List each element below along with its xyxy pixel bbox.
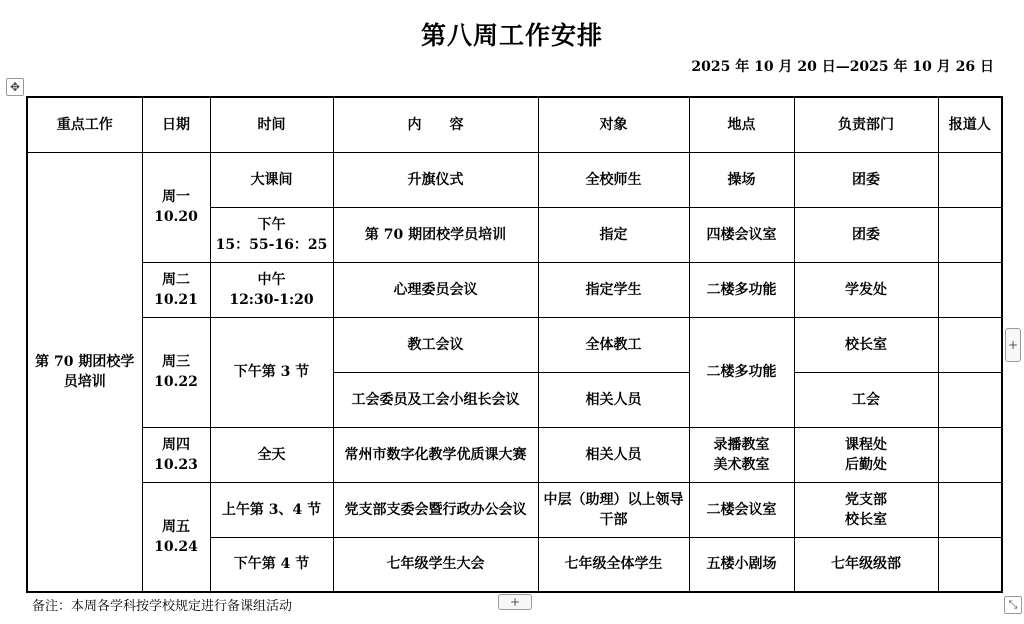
footnote: 备注：本周各学科按学校规定进行备课组活动 [32, 599, 293, 614]
target-cell[interactable]: 指定学生 [538, 262, 689, 317]
location-cell[interactable]: 二楼多功能 [689, 262, 794, 317]
target-cell[interactable]: 相关人员 [538, 372, 689, 427]
target-cell[interactable]: 相关人员 [538, 427, 689, 482]
reporter-cell[interactable] [938, 152, 1002, 207]
department-cell[interactable]: 七年级级部 [794, 537, 938, 592]
location-cell[interactable]: 二楼多功能 [689, 317, 794, 427]
location-cell[interactable]: 二楼会议室 [689, 482, 794, 537]
reporter-cell[interactable] [938, 317, 1002, 372]
header-content[interactable]: 内 容 [333, 97, 538, 152]
location-cell[interactable]: 五楼小剧场 [689, 537, 794, 592]
content-cell[interactable]: 常州市数字化教学优质课大赛 [333, 427, 538, 482]
time-cell[interactable]: 下午第 4 节 [210, 537, 333, 592]
target-cell[interactable]: 中层（助理）以上领导干部 [538, 482, 689, 537]
content-cell[interactable]: 第 70 期团校学员培训 [333, 207, 538, 262]
schedule-table [26, 96, 1003, 593]
header-department[interactable]: 负责部门 [794, 97, 938, 152]
day-cell-tue[interactable]: 周二 10.21 [142, 262, 210, 317]
header-time[interactable]: 时间 [210, 97, 333, 152]
day-cell-thu[interactable]: 周四 10.23 [142, 427, 210, 482]
target-cell[interactable]: 全校师生 [538, 152, 689, 207]
location-cell[interactable]: 四楼会议室 [689, 207, 794, 262]
department-cell[interactable]: 工会 [794, 372, 938, 427]
reporter-cell[interactable] [938, 262, 1002, 317]
add-row-button[interactable]: + [498, 594, 532, 610]
reporter-cell[interactable] [938, 482, 1002, 537]
focus-work-cell[interactable]: 第 70 期团校学员培训 [27, 152, 142, 592]
content-cell[interactable]: 升旗仪式 [333, 152, 538, 207]
reporter-cell[interactable] [938, 537, 1002, 592]
page-title: 第八周工作安排 [420, 21, 603, 50]
time-cell[interactable]: 下午第 3 节 [210, 317, 333, 427]
day-cell-wed[interactable]: 周三 10.22 [142, 317, 210, 427]
time-cell[interactable]: 大课间 [210, 152, 333, 207]
header-location[interactable]: 地点 [689, 97, 794, 152]
header-target[interactable]: 对象 [538, 97, 689, 152]
reporter-cell[interactable] [938, 372, 1002, 427]
department-cell[interactable]: 校长室 [794, 317, 938, 372]
content-cell[interactable]: 七年级学生大会 [333, 537, 538, 592]
reporter-cell[interactable] [938, 207, 1002, 262]
content-cell[interactable]: 教工会议 [333, 317, 538, 372]
date-range: 2025 年 10 月 20 日—2025 年 10 月 26 日 [691, 59, 994, 75]
department-cell[interactable]: 党支部 校长室 [794, 482, 938, 537]
move-icon[interactable]: ✥ [6, 78, 24, 96]
header-focus[interactable]: 重点工作 [27, 97, 142, 152]
department-cell[interactable]: 团委 [794, 152, 938, 207]
table-row [27, 317, 1002, 372]
time-cell[interactable]: 下午 15：55-16：25 [210, 207, 333, 262]
location-cell[interactable]: 操场 [689, 152, 794, 207]
content-cell[interactable]: 党支部支委会暨行政办公会议 [333, 482, 538, 537]
add-column-button[interactable]: + [1005, 328, 1021, 362]
table-row [27, 262, 1002, 317]
day-cell-fri[interactable]: 周五 10.24 [142, 482, 210, 592]
target-cell[interactable]: 指定 [538, 207, 689, 262]
content-cell[interactable]: 心理委员会议 [333, 262, 538, 317]
time-cell[interactable]: 上午第 3、4 节 [210, 482, 333, 537]
time-cell[interactable]: 全天 [210, 427, 333, 482]
header-reporter[interactable]: 报道人 [938, 97, 1002, 152]
table-row [27, 482, 1002, 537]
time-cell[interactable]: 中午 12:30-1:20 [210, 262, 333, 317]
department-cell[interactable]: 课程处 后勤处 [794, 427, 938, 482]
reporter-cell[interactable] [938, 427, 1002, 482]
content-cell[interactable]: 工会委员及工会小组长会议 [333, 372, 538, 427]
header-date[interactable]: 日期 [142, 97, 210, 152]
table-row [27, 427, 1002, 482]
table-row [27, 152, 1002, 207]
target-cell[interactable]: 七年级全体学生 [538, 537, 689, 592]
location-cell[interactable]: 录播教室 美术教室 [689, 427, 794, 482]
day-cell-mon[interactable]: 周一 10.20 [142, 152, 210, 262]
department-cell[interactable]: 学发处 [794, 262, 938, 317]
header-row [27, 97, 1002, 152]
resize-icon[interactable]: ⤡ [1004, 596, 1022, 614]
department-cell[interactable]: 团委 [794, 207, 938, 262]
target-cell[interactable]: 全体教工 [538, 317, 689, 372]
